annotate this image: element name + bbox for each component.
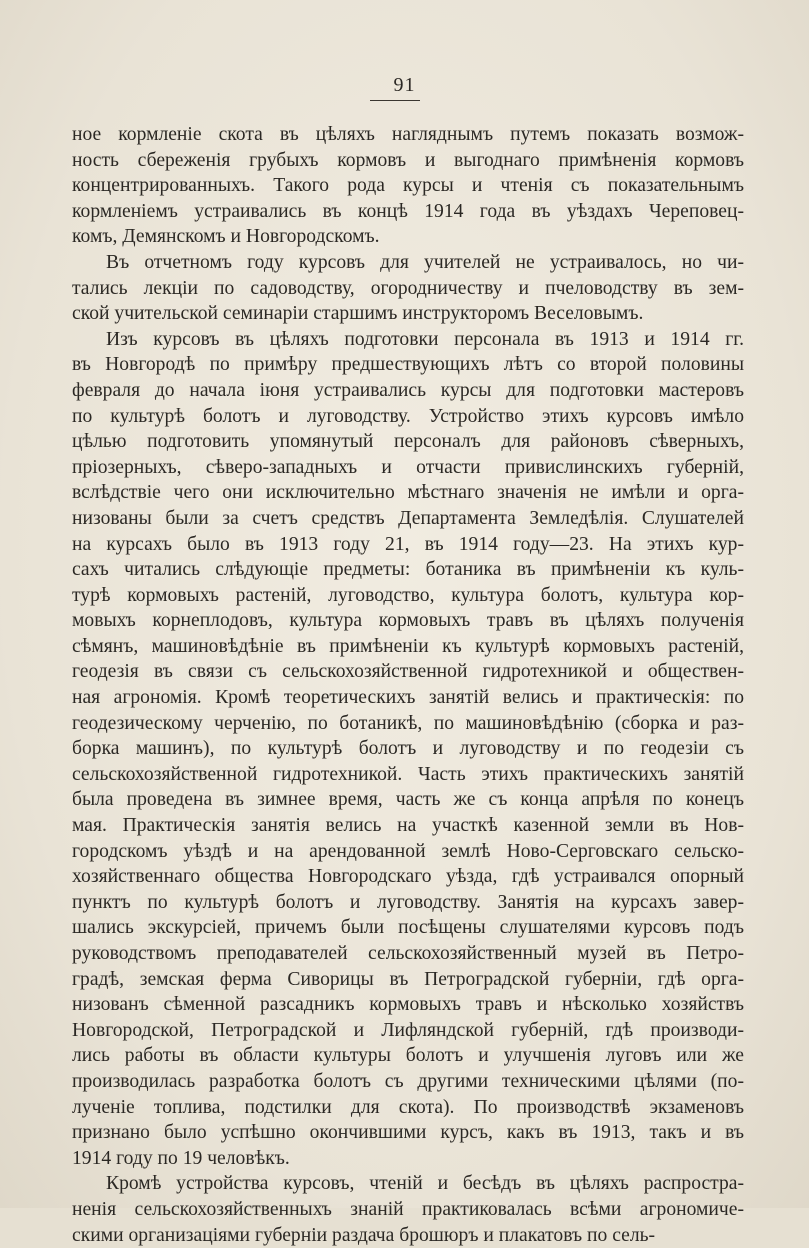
text-line: пріозерныхъ, сѣверо-западныхъ и отчасти привислинскихъ губерній, — [72, 456, 744, 478]
text-line: Изъ курсовъ въ цѣляхъ подготовки персонала въ 1913 и 1914 гг. — [106, 328, 744, 350]
text-line: сѣмянъ, машиновѣдѣніе въ примѣненіи къ культурѣ кормовыхъ растеній, — [72, 635, 744, 657]
text-line: Кромѣ устройства курсовъ, чтеній и бесѣдъ въ цѣляхъ распростра- — [106, 1173, 744, 1195]
text-line: ность сбереженія грубыхъ кормовъ и выгоднаго примѣненія кормовъ — [72, 149, 744, 171]
text-line: концентрированныхъ. Такого рода курсы и чтенія съ показательнымъ — [72, 175, 744, 197]
text-line: 1914 году по 19 человѣкъ. — [72, 1147, 290, 1169]
text-line: ное кормленіе скота въ цѣляхъ нагляднымъ путемъ показать возмож- — [72, 124, 744, 145]
text-line: городскомъ уѣздѣ и на арендованной землѣ Ново-Серговскаго сельско- — [72, 840, 744, 862]
text-line: цѣлью подготовить упомянутый персоналъ для районовъ сѣверныхъ, — [72, 431, 744, 453]
text-line: геодезія въ связи съ сельскохозяйственной гидротехникой и обществен- — [72, 661, 744, 683]
text-line: вслѣдствіе чего они исключительно мѣстнаго значенія не имѣли и орга- — [72, 482, 744, 504]
text-line: была проведена въ зимнее время, часть же съ конца апрѣля по конецъ — [72, 789, 744, 811]
text-line: февраля до начала іюня устраивались курсы для подготовки мастеровъ — [72, 379, 744, 401]
text-line: низованы были за счетъ средствъ Департамента Земледѣлія. Слушателей — [72, 507, 744, 529]
text-line: лись работы въ области культуры болотъ и улучшенія луговъ или же — [72, 1045, 744, 1067]
text-line: пунктъ по культурѣ болотъ и луговодству. Занятія на курсахъ завер- — [72, 891, 744, 913]
text-line: шались экскурсіей, причемъ были посѣщены слушателями курсовъ подъ — [72, 917, 744, 939]
text-line: мовыхъ корнеплодовъ, культура кормовыхъ травъ въ цѣляхъ полученія — [72, 610, 744, 632]
text-line: геодезическому черченію, по ботаникѣ, по машиновѣдѣнію (сборка и раз- — [72, 712, 744, 734]
text-line: производилась разработка болотъ съ другими техническими цѣлями (по- — [72, 1070, 744, 1092]
text-line: тались лекціи по садоводству, огородничеству и пчеловодству въ зем- — [72, 277, 744, 299]
text-line: градѣ, земская ферма Сиворицы въ Петроградской губерніи, гдѣ орга- — [72, 968, 744, 990]
page-number-underline — [370, 100, 420, 101]
page-number: 91 — [393, 74, 416, 96]
text-line: сахъ читались слѣдующіе предметы: ботаника въ примѣненіи къ куль- — [72, 559, 744, 581]
text-line: въ Новгородѣ по примѣру предшествующихъ лѣтъ со второй половины — [72, 354, 744, 376]
text-line: Новгородской, Петроградской и Лифляндской губерній, гдѣ производи- — [72, 1019, 744, 1041]
text-line: ная агрономія. Кромѣ теоретическихъ занятій велись и практическія: по — [72, 687, 744, 709]
text-line: по культурѣ болотъ и луговодству. Устройство этихъ курсовъ имѣло — [72, 405, 744, 427]
paragraph — [72, 250, 744, 327]
text-line: низованъ сѣменной разсадникъ кормовыхъ травъ и нѣсколько хозяйствъ — [72, 994, 744, 1016]
paragraph — [72, 122, 744, 250]
text-line: мая. Практическія занятія велись на участкѣ казенной земли въ Нов- — [72, 815, 744, 837]
body-text — [72, 122, 744, 1248]
paragraph — [72, 1171, 744, 1248]
paragraph — [72, 327, 744, 1172]
text-line: борка машинъ), по культурѣ болотъ и луговодству и по геодезіи съ — [72, 738, 744, 760]
text-line: кормленіемъ устраивались въ концѣ 1914 года въ уѣздахъ Череповец- — [72, 200, 744, 222]
text-line: турѣ кормовыхъ растеній, луговодство, культура болотъ, культура кор- — [72, 584, 744, 606]
text-line: ской учительской семинаріи старшимъ инструкторомъ Веселовымъ. — [72, 303, 644, 325]
text-line: комъ, Демянскомъ и Новгородскомъ. — [72, 226, 380, 248]
text-line: хозяйственнаго общества Новгородскаго уѣзда, гдѣ устраивался опорный — [72, 866, 744, 888]
text-line: сельскохозяйственной гидротехникой. Часть этихъ практическихъ занятій — [72, 763, 744, 785]
text-line: лученіе топлива, подстилки для скота). По производствѣ экзаменовъ — [72, 1096, 744, 1118]
text-line: признано было успѣшно окончившими курсъ, какъ въ 1913, такъ и въ — [72, 1122, 744, 1144]
text-line: на курсахъ было въ 1913 году 21, въ 1914 году—23. На этихъ кур- — [72, 533, 744, 555]
text-line: Въ отчетномъ году курсовъ для учителей не устраивалось, но чи- — [106, 251, 744, 273]
text-line: ненія сельскохозяйственныхъ знаній практиковалась всѣми агрономиче- — [72, 1198, 744, 1220]
text-line: скими организаціями губерніи раздача брошюръ и плакатовъ по сель- — [72, 1224, 656, 1246]
text-line: руководствомъ преподавателей сельскохозяйственный музей въ Петро- — [72, 943, 744, 964]
